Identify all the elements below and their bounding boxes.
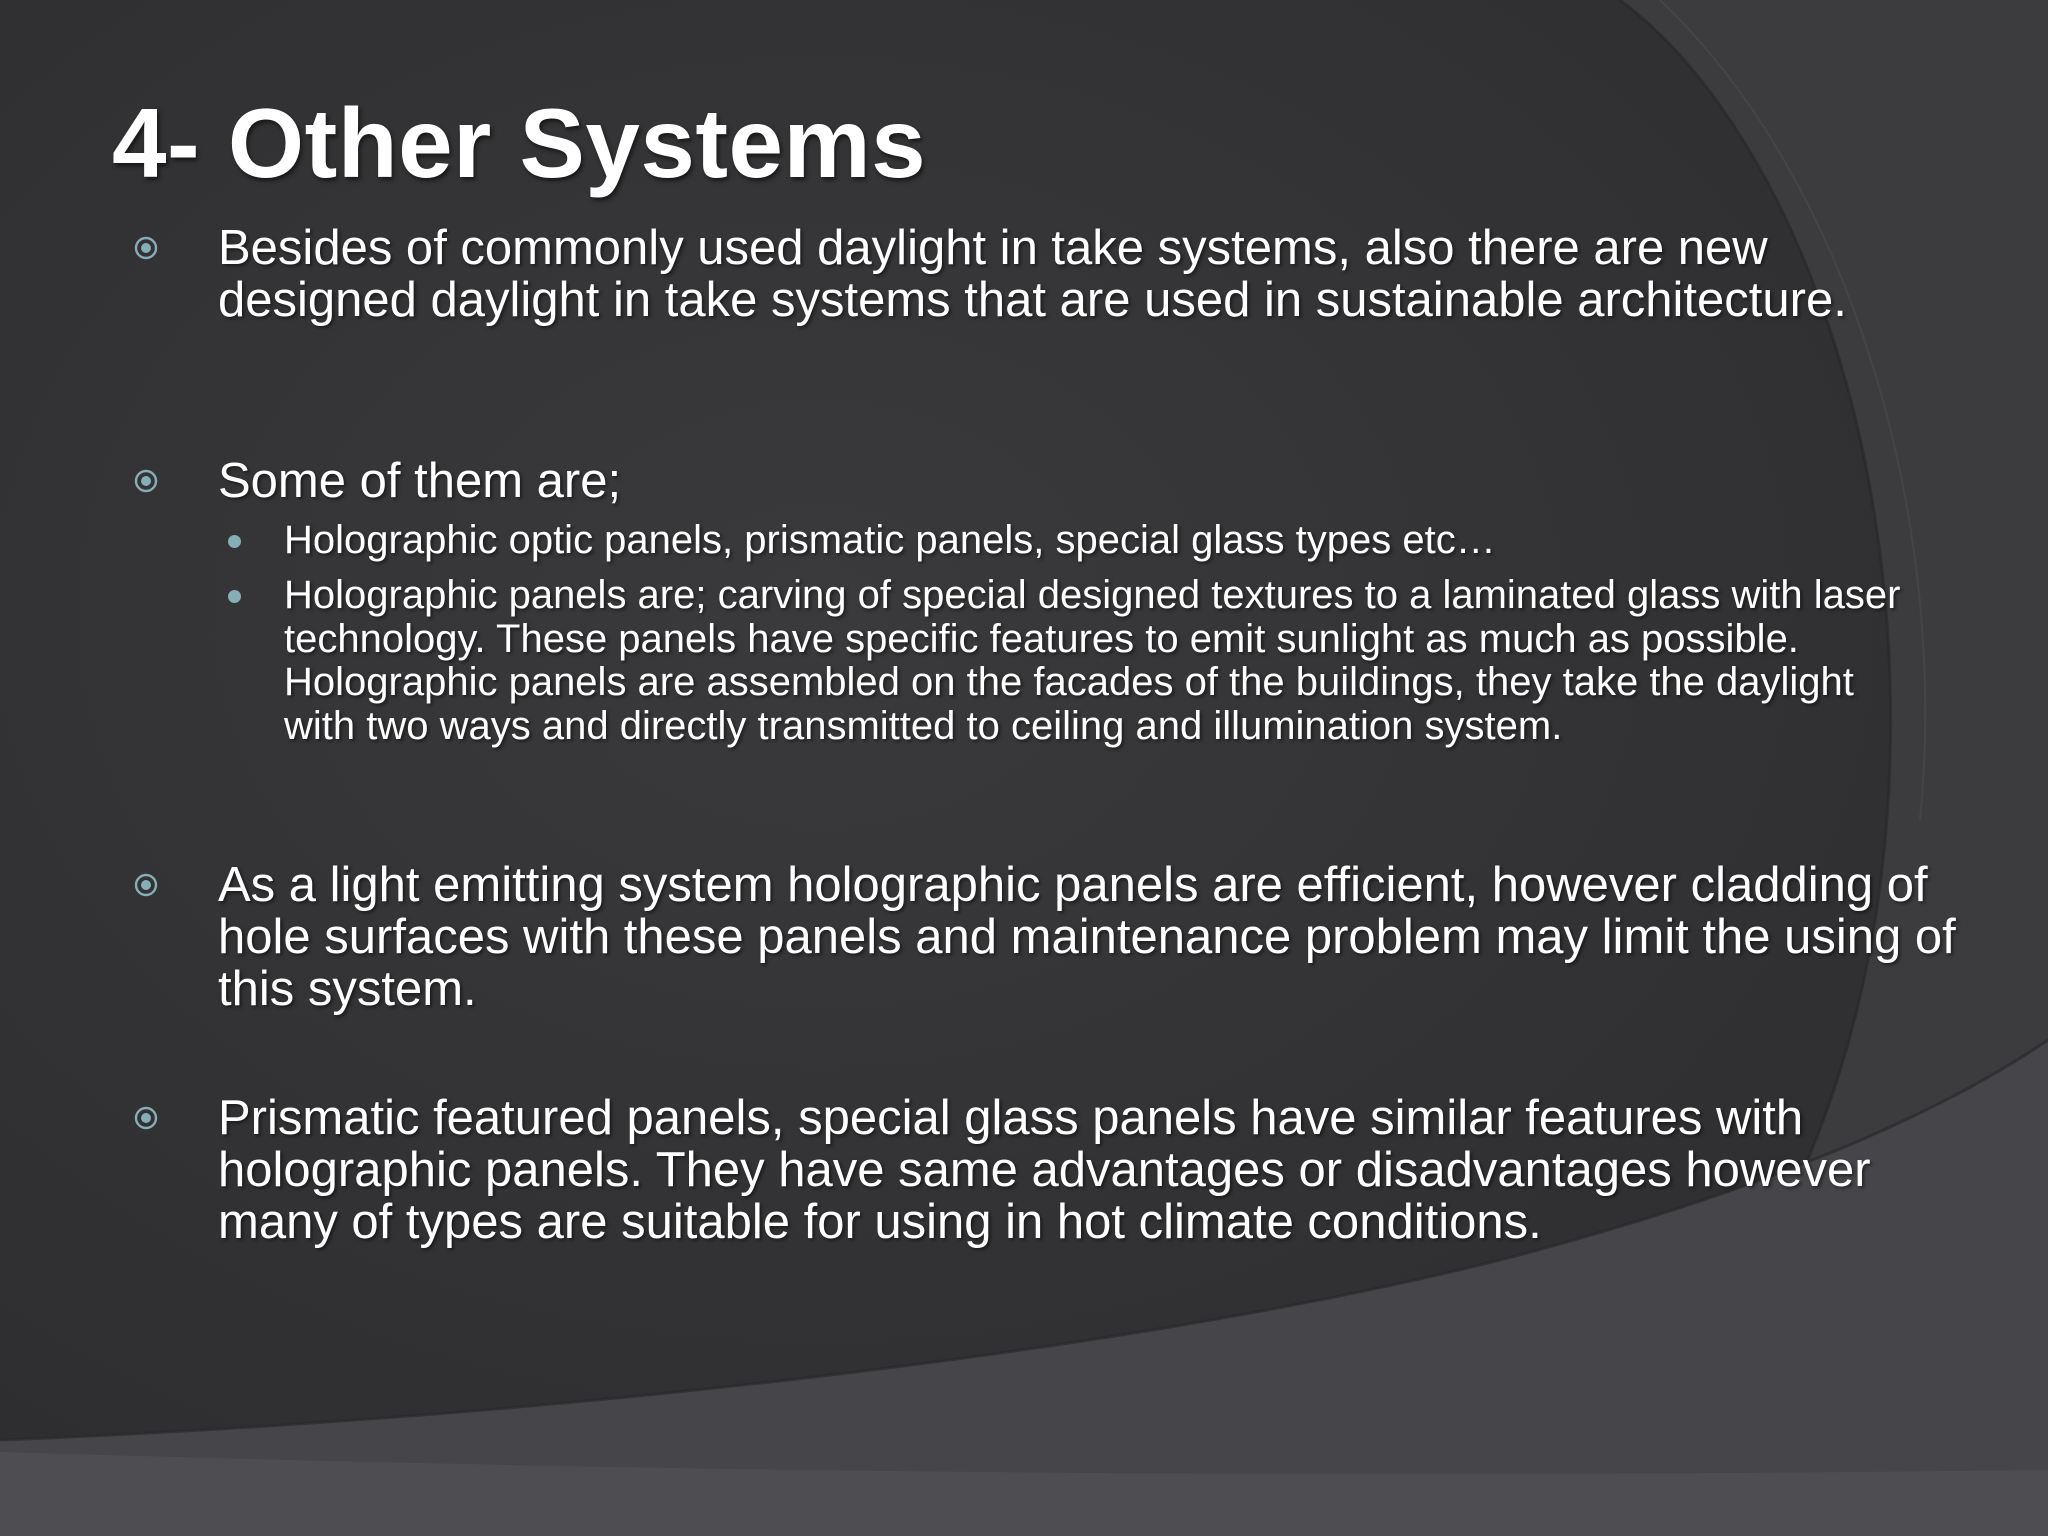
bullet-text: Prismatic featured panels, special glass panels have similar features with holographic panels. They have same advantages or disadvantages however many of types are suitable for using in hot climate conditions. — [218, 1091, 1871, 1249]
dot-bullet-icon — [228, 590, 241, 603]
target-circle-bullet-icon — [134, 1106, 158, 1130]
sub-bullet-text: Holographic optic panels, prismatic panels, special glass types etc… — [284, 518, 1496, 562]
bullet-item — [130, 455, 1998, 507]
target-circle-bullet-icon — [134, 236, 158, 260]
sub-bullet-item — [218, 519, 1984, 563]
bullet-item — [130, 1092, 1998, 1248]
target-circle-bullet-icon — [134, 469, 158, 493]
slide-title: 4- Other Systems — [112, 88, 927, 198]
bullet-text: As a light emitting system holographic panels are efficient, however cladding of hole surfaces with these panels and maintenance problem may limit the using of this system. — [218, 858, 1956, 1016]
dot-bullet-icon — [228, 535, 241, 548]
target-circle-bullet-icon — [134, 873, 158, 897]
sub-bullet-item — [218, 574, 1924, 748]
sub-bullet-text: Holographic panels are; carving of special designed textures to a laminated glass with laser technology. These panels have specific features to emit sunlight as much as possible. Holographic panels are assembled on the facades of the buildings, they take the daylight with two ways and directly transmitted to ceiling and illumination system. — [284, 573, 1901, 748]
bullet-item — [130, 222, 1938, 326]
bullet-item — [130, 859, 1998, 1015]
bullet-text: Some of them are; — [218, 454, 622, 508]
bullet-text: Besides of commonly used daylight in take systems, also there are new designed daylight in take systems that are used in sustainable architecture. — [218, 221, 1847, 327]
